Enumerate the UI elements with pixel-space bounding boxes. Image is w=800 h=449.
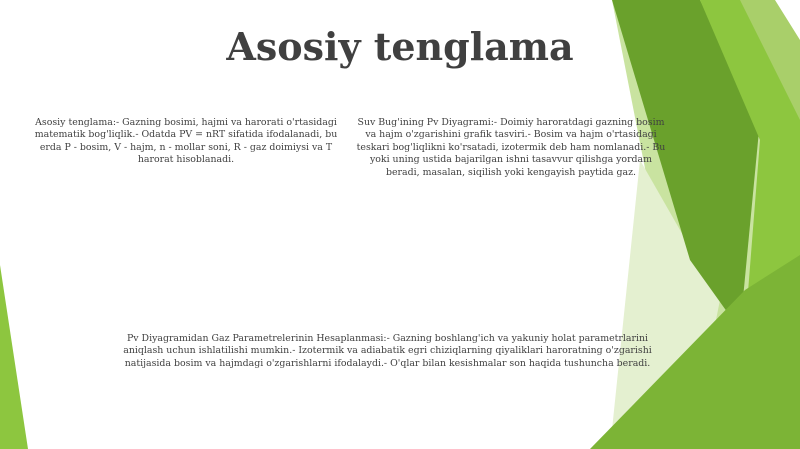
text-block-gas-parameters: Pv Diyagramidan Gaz Parametrelerinin Hesaplanmasi:- Gazning boshlang'ich va yakuniy holat parametrlarini aniqlash uchun ishlatilishi mumkin.- Izotermik va adiabatik egri chiziqlarning qiyaliklari haroratning o'zgarishi natijasida bosim va hajmdagi o'zgarishlarni ifodalaydi.- O'qlar bilan kesishmalar son haqida tushuncha beradi. [123, 333, 652, 369]
text-block-pv-diagram: Suv Bug'ining Pv Diyagrami:- Doimiy haroratdagi gazning bosim va hajm o'zgarishini grafik tasviri.- Bosim va hajm o'rtasidagi teskari bog'liqlikni ko'rsatadi, izotermik deb ham nomlanadi.- Bu yoki uning ustida bajarilgan ishni tasavvur qilishga yordam beradi, masalan, siqilish yoki kengayish paytida gaz. [356, 117, 666, 178]
left-green-sliver [0, 265, 28, 449]
text-block-basic-equation: Asosiy tenglama:- Gazning bosimi, hajmi va harorati o'rtasidagi matematik bog'liqlik.- Odatda PV = nRT sifatida ifodalanadi, bu erda P - bosim, V - hajm, n - mollar soni, R - gaz doimiysi va T harorat hisoblanadi. [34, 117, 338, 166]
slide-title: Asosiy tenglama [226, 24, 574, 69]
